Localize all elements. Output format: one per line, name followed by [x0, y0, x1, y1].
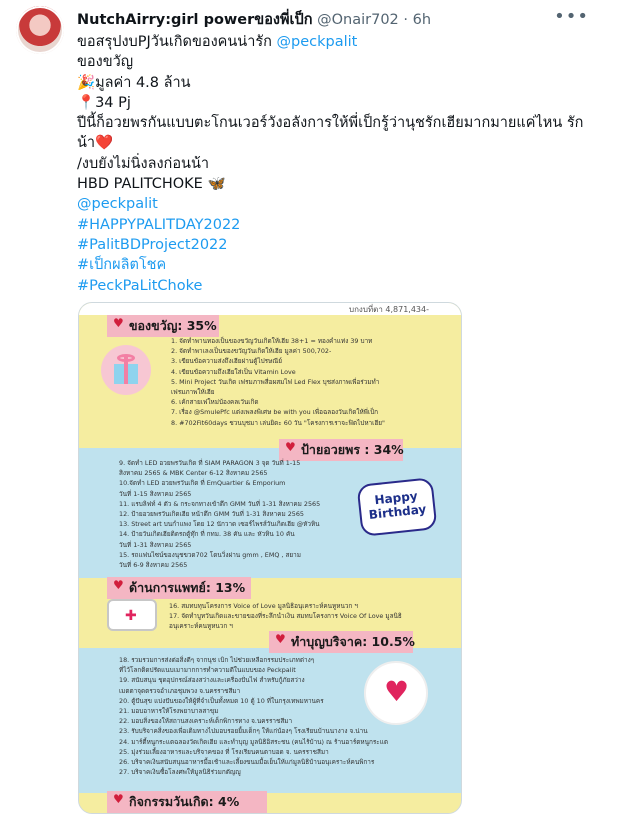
- section-title-medical: ♥ ด้านการแพทย์: 13%: [107, 577, 251, 599]
- tweet-line: /งบยังไม่นิ่งลงก่อนน้า: [77, 155, 210, 172]
- section-items-gifts: 1. จัดทำพานทองเป็นของขวัญวันเกิดให้เฮีย 38+1 = ทองคำแท่ง 39 บาท 2. จัดทำพาเลงเป็นของขวัญวันเกิดให้เฮีย มูลค่า 500,702- 3. เขียนข้อความส่งถึงเฮียผ่านตู้ไปรษณีย์ 4. เขียนข้อความถึงเฮียใส่เป็น Vitamin Love 5. Mini Project วันเกิด เฟรมภาพสื่อผสมไฟ Led Flex บุชส่งภาพเพื่อร่วมทำ เฟรมภาพให้เฮีย 6. เค้กสายเฟใหม่บ้องคลเวันเกิด 7. เรื่อง @SmulePfc แต่งเพลงพิเศษ be with you เพื่อฉลองวันเกิดให้พี่เป็ก 8. #702Fit60days ชวนบุชมา เล่นยิดะ 60 วัน "โครงการเราจะฟิตไปหาเฮีย": [171, 337, 385, 427]
- heart-icon: ♥: [285, 440, 296, 454]
- hashtag-link[interactable]: #HAPPYPALITDAY2022: [77, 216, 241, 233]
- ambulance-icon: ✚: [107, 599, 157, 631]
- tweet-line: มูลค่า 4.8 ล้าน: [95, 74, 191, 91]
- section-title-banners: ♥ ป้ายอวยพร : 34%: [279, 439, 403, 461]
- tweet-header: [77, 8, 431, 31]
- mention-link[interactable]: @peckpalit: [276, 34, 358, 50]
- display-name[interactable]: NutchAirry:girl powerของพี่เป็ก: [77, 12, 313, 28]
- separator-dot: ·: [403, 12, 408, 28]
- tweet-line: ปีนี้ก็อวยพรกันแบบตะโกนเวอร์วังอลังการให้พี่เป็กรู้ว่านุชรักเฮียมากมายแค่ไหน รักน้า: [77, 115, 584, 152]
- tweet-line: ขอสรุปงบPJวันเกิดของคนน่ารัก: [77, 34, 277, 50]
- heart-icon: ♥: [113, 578, 124, 592]
- heart-emoji: ❤️: [95, 135, 114, 152]
- hashtag-link[interactable]: #PeckPaLitChoke: [77, 277, 203, 294]
- section-items-donations: 18. รวมรวมการส่งต่อสิ่งดีๆ จากนุช เบิก ไปช่วยเหลือกรรมประเภทต่างๆ ที่ไว้โลกติดปรัดแนบเมามากการทำความดีในแบบของ Peckpalit 19. สนับสนุน ชุดอุปกรณ์ส่องสว่างและเครื่องปั่นไฟ สำหรับกู้ภัยสว่าง เมตตาจุดตรวจอำเภอชุมพวง จ.นครราชสีมา 20. ตู้ปันสุข แบ่งปันของให้ผู้ที่จำเป็นทั้งหมด 10 ตู้ 10 ที่ในกรุงเทพมหานคร 21. มอบอาหารให้โรงพยาบาลสาขุม 22. มอบสิ่งของให้สถานสงเคราะห์เด็กพิการทาง จ.นครราชสีมา 23. รับบริจาคสิ่งของเพื่อเติมทางไปมอบรอยยิ้มเด็กๆ ให้แก่น้องๆ โรงเรียนบ้านนางาง จ.น่าน 24. มาร์ตี้หนูกระแตฉลองวัดเกิดเฮีย และทำบุญ มูลนิธิอิสระชน (คนไร้บ้าน) ณ ร้านอาร์ตหนูกระแต 25. มุ่งร่วมเลี้ยงอาหารและบริจาคของ ที่ โรงเรียนคนตาบอด จ. นครราชสีมา 26. บริจาคเงินสนับสนุนอาหารมื้อเช้าและเลี้ยงขนมมื้อเย็นให้แก่มูลนิธิบ้านอนุเคราะห์คนพิการ 27. บริจาคเงินซื้อโลงศพให้มูลนิธิร่วมกตัญญู: [119, 656, 388, 777]
- user-handle[interactable]: @Onair702: [317, 12, 399, 28]
- section-items-banners: 9. จัดทำ LED อวยพรวันเกิด ที่ SIAM PARAGON 3 จุด วันที่ 1-15 สิงหาคม 2565 & MBK Center 6-12 สิงหาคม 2565 10.จัดทำ LED อวยพรวันเกิด ที่ EmQuartier & Emporium วันที่ 1-15 สิงหาคม 2565 11. แรบลิฟท์ 4 ตัว & กระจกทางเข้าตึก GMM วันที่ 1-31 สิงหาคม 2565 12. ป้ายอวยพรวันเกิดเฮีย หน้าตึก GMM วันที่ 1-31 สิงหาคม 2565 13. Street art บนกำแพง โดย 12 นักวาด เซอร์ไพรส์วันเกิดเฮีย @หัวหิน 14. ป้ายวันเกิดเฮียติดรถตู้ทุ๊ก ที่ กทม. 38 คัน และ หัวหิน 10 คัน วันที่ 1-31 สิงหาคม 2565 15. รถแฟนไซน์ของนุชขวด702 โดนวิ่งผ่าน gmm , EMQ , สยาม วันที่ 6-9 สิงหาคม 2565: [119, 459, 321, 570]
- donation-hands-icon: ♥: [364, 661, 428, 725]
- section-title-donations: ♥ ทำบุญบริจาค: 10.5%: [269, 631, 413, 653]
- heart-icon: ♥: [275, 632, 286, 646]
- section-title-gifts: ♥ ของขวัญ: 35%: [107, 315, 219, 337]
- more-dots-icon[interactable]: •••: [554, 6, 589, 27]
- heart-icon: ♥: [113, 316, 124, 330]
- pin-emoji: 📍: [77, 94, 96, 111]
- section-items-medical: 16. สมทบทุนโครงการ Voice of Love มูลนิธิอนุเคราะห์คนหูหนวก ฯ 17. จัดทำบูทวันเกิดและขายของที่ระลึกนำเงิน สมทบโครงการ Voice Of Love มูลนิธิ อนุเคราะห์คนหูหนวก ฯ: [169, 602, 402, 631]
- party-emoji: 🎉: [77, 74, 96, 91]
- top-text: บกงบที่ตา 4,871,434-: [348, 305, 429, 314]
- tweet-image[interactable]: [78, 302, 462, 814]
- tweet-line: ของขวัญ: [77, 54, 134, 71]
- heart-icon: ♥: [113, 792, 124, 806]
- tweet-line: HBD PALITCHOKE: [77, 176, 208, 193]
- butterfly-emoji: 🦋: [207, 176, 226, 193]
- tweet-time[interactable]: 6h: [412, 12, 432, 28]
- happy-birthday-badge: Happy Birthday: [356, 477, 437, 537]
- gift-icon: [101, 345, 151, 395]
- hashtag-link[interactable]: #เป็กผลิตโชค: [77, 257, 167, 274]
- avatar[interactable]: [16, 6, 64, 54]
- mention-link[interactable]: @peckpalit: [77, 196, 158, 213]
- tweet-text: [77, 32, 597, 296]
- hashtag-link[interactable]: #PalitBDProject2022: [77, 236, 228, 253]
- tweet-line: 34 Pj: [95, 94, 131, 111]
- section-title-activities: ♥ กิจกรรมวันเกิด: 4%: [107, 791, 267, 813]
